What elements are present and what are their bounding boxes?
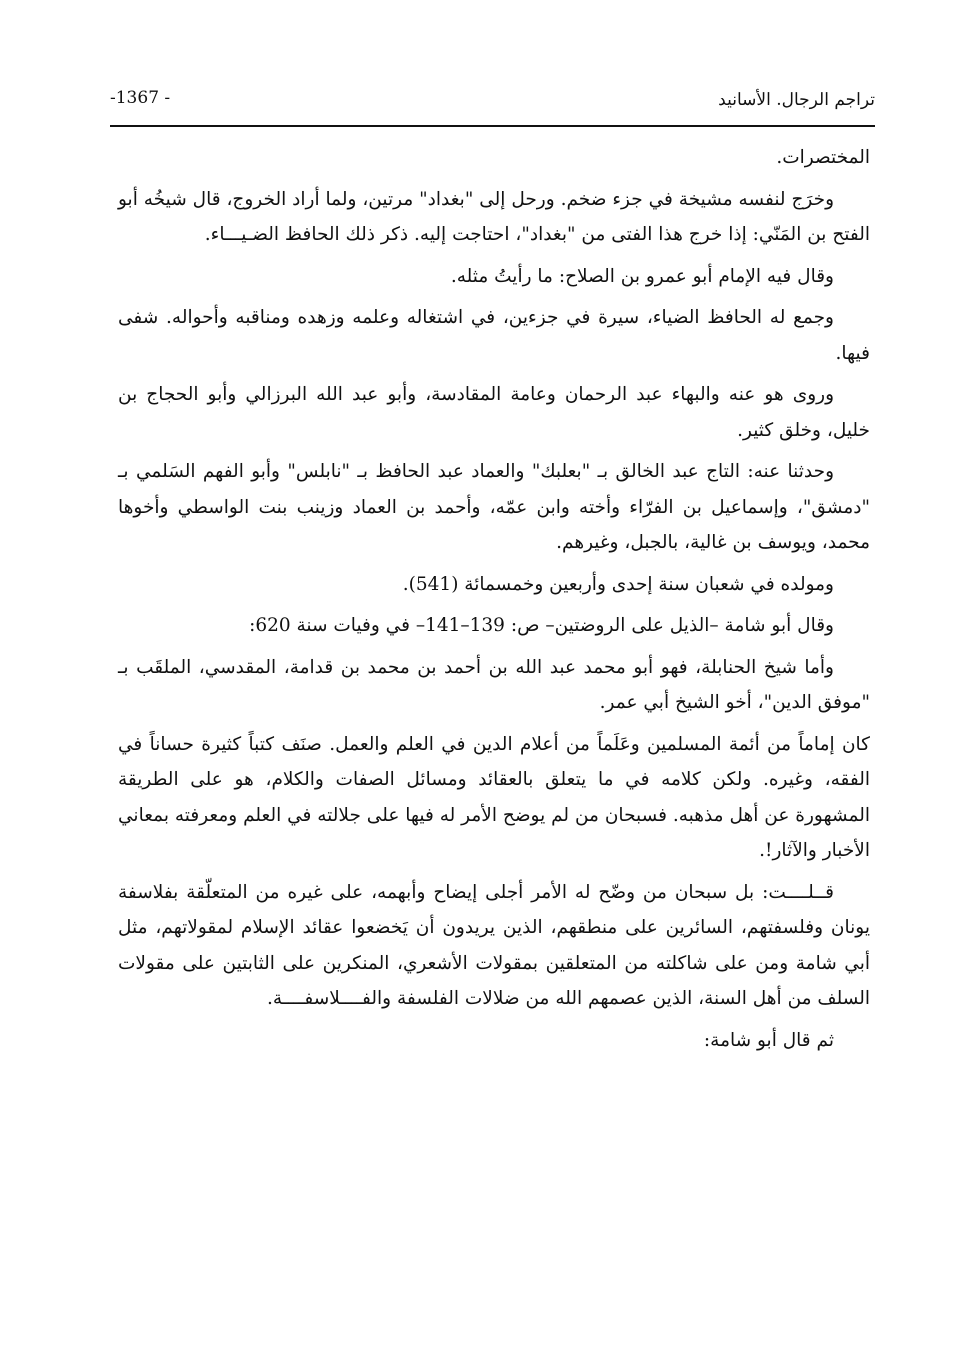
paragraph-abu-shama-quote: وقال أبو شامة –الذيل على الروضتين– ص: 139–141– في وفيات سنة 620: [249, 615, 834, 636]
paragraph-students: وحدثنا عنه: التاج عبد الخالق بـ "بعلبك" والعماد عبد الحافظ بـ "نابلس" وأبو الفهم السَلمي بـ "دمشق"، وإسماعيل بن الفرّاء وأخته وابن عمّه، وأحمد بن العماد وزينب بنت الواسطي وأخوها محمد، ويوسف بن غالية، بالجبل، وغيرهم. [118, 461, 870, 553]
paragraph-sira: وجمع له الحافظ الضياء، سيرة في جزءين، في اشتغاله وعلمه وزهده ومناقبه وأحواله. شفى فيها. [118, 307, 870, 364]
paragraph-ibn-salah: وقال فيه الإمام أبو عمرو بن الصلاح: ما رأيتُ مثله. [450, 265, 834, 287]
paragraph-narrators: وروى هو عنه والبهاء عبد الرحمان وعامة المقادسة، وأبو عبد الله البرزالي وأبو الحجاج بن خليل، وخلق كثير. [118, 384, 870, 441]
paragraph-closing: ثم قال أبو شامة: [703, 1029, 834, 1051]
page-header [110, 82, 875, 122]
running-title: تراجم الرجال. الأسانيد [718, 90, 875, 110]
paragraph-hanbali-sheikh: وأما شيخ الحنابلة، فهو أبو محمد عبد الله بن أحمد بن محمد بن قدامة، المقدسي، الملقَب بـ "موفق الدين"، أخو الشيخ أبي عمر. [118, 656, 870, 713]
body-text [118, 140, 870, 1064]
paragraph-birth: ومولده في شعبان سنة إحدى وأربعين وخمسمائة (541). [402, 573, 834, 595]
page-number: -1367 - [110, 88, 171, 108]
paragraph-continuation: المختصرات. [776, 147, 870, 168]
paragraph-imam-description: كان إماماً من أئمة المسلمين وعَلَماً من أعلام الدين في العلم والعمل. صنَف كتباً كثيرة حساناً في الفقه، وغيره. ولكن كلامه في ما يتعلق بالعقائد ومسائل الصفات والكلام، هو على الطريقة المشهورة عن أهل مذهبه. فسبحان من لم يوضح الأمر له فيها على جلالته في العلم ومعرفته بمعاني الأخبار والآثار!. [118, 733, 870, 861]
paragraph-mashyakha: وخرَج لنفسه مشيخة في جزء ضخم. ورحل إلى "بغداد" مرتين، ولما أراد الخروج، قال شيخُه أبو الفتح بن المَنّي: إذا خرج هذا الفتى من "بغداد"، احتاجت إليه. ذكر ذلك الحافظ الضـيـــاء. [118, 188, 870, 245]
paragraph-author-comment: قــلــــت: بل سبحان من وضّح له الأمر أجلى إيضاح وأبهمه، على غيره من المتعلّقة بفلاسفة يونان وفلسفتهم، السائرين على منطقهم، الذين يريدون أن يَخضعوا عقائد الإسلام لمقولاتهم، مثل أبي شامة ومن على شاكلته من المتعلقين بمقولات الأشعري، المنكرين على الثابتين على مقولات السلف من أهل السنة، الذين عصمهم الله من ضلالات الفلسفة والفــــلاسفــــة. [118, 881, 870, 1009]
header-rule [110, 125, 875, 127]
